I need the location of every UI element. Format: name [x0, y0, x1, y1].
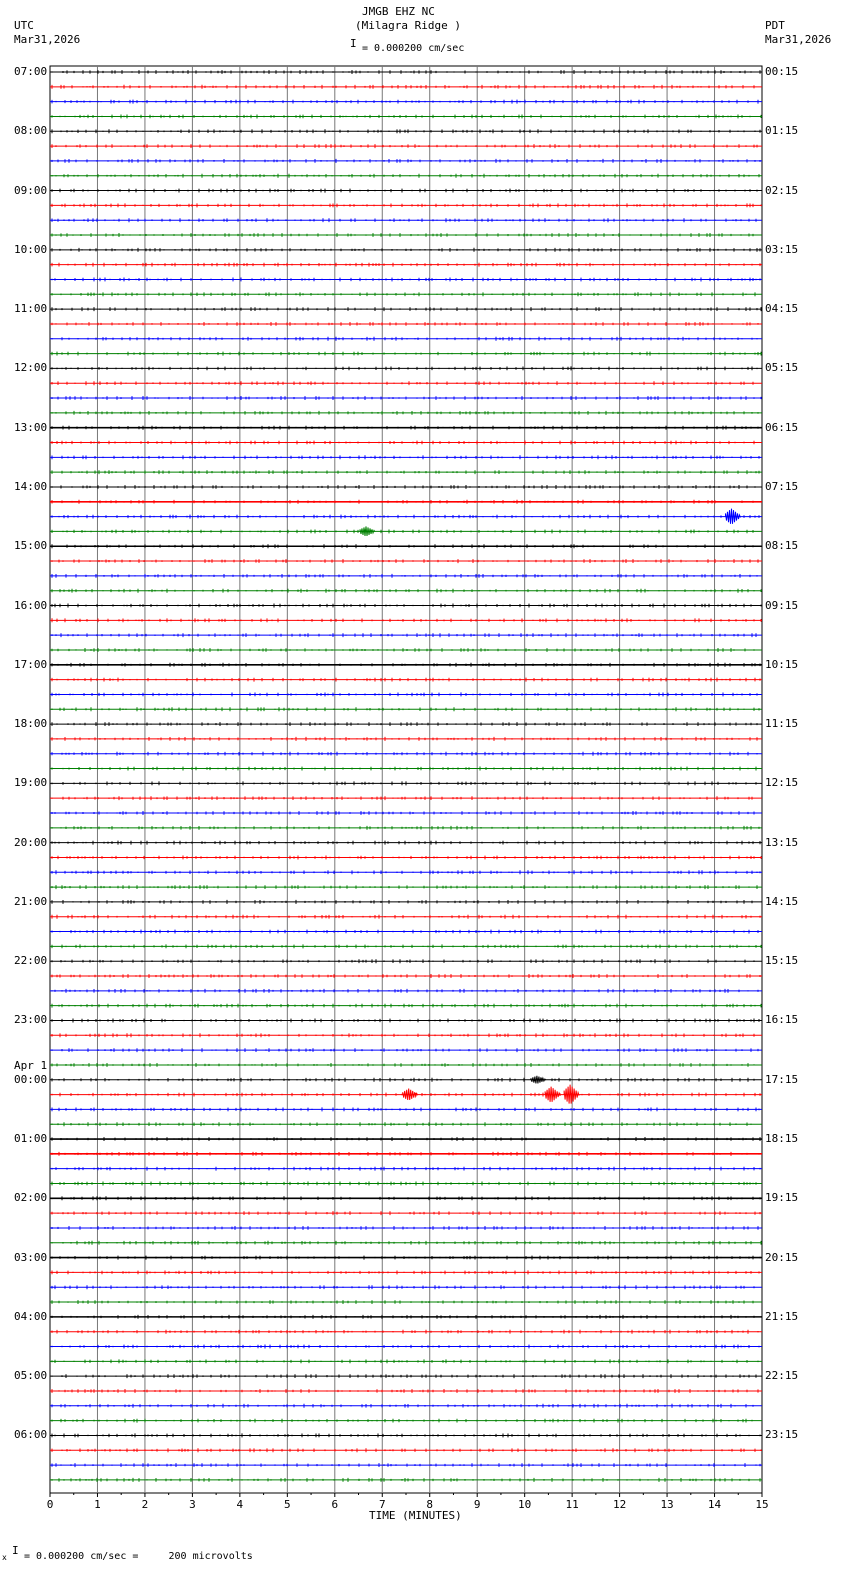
x-tick-label: 4 [236, 1498, 244, 1511]
pdt-hour-label: 10:15 [765, 657, 799, 671]
utc-hour-label: 00:00 [14, 1072, 48, 1086]
event-2 [531, 1076, 546, 1084]
event-3 [564, 1085, 579, 1104]
pdt-hour-label: 14:15 [765, 894, 799, 908]
utc-hour-label: 08:00 [14, 124, 48, 138]
utc-hour-label: 10:00 [14, 242, 48, 256]
pdt-hour-label: 04:15 [765, 302, 799, 316]
pdt-hour-label: 21:15 [765, 1309, 799, 1323]
event-1 [360, 526, 375, 536]
pdt-hour-label: 07:15 [765, 479, 799, 493]
utc-hour-label: 11:00 [14, 302, 48, 316]
utc-hour-label: 18:00 [14, 717, 48, 731]
left-date: Mar31,2026 [14, 33, 81, 46]
pdt-hour-label: 16:15 [765, 1013, 799, 1027]
utc-hour-label: 22:00 [14, 954, 48, 968]
footer-scale-note: = 0.000200 cm/sec = 200 microvolts [24, 1551, 253, 1562]
pdt-hour-label: 17:15 [765, 1072, 799, 1086]
x-tick-label: 15 [755, 1498, 769, 1511]
site-name: (Milagra Ridge ) [355, 19, 461, 32]
utc-hour-label: 20:00 [14, 835, 48, 849]
plot-frame [50, 66, 762, 1493]
utc-hour-label: 15:00 [14, 539, 48, 553]
x-tick-label: 7 [378, 1498, 386, 1511]
pdt-hour-label: 00:15 [765, 65, 799, 78]
x-tick-label: 9 [473, 1498, 481, 1511]
event-5 [403, 1089, 418, 1100]
pdt-hour-label: 15:15 [765, 954, 799, 968]
utc-hour-label: 19:00 [14, 776, 48, 790]
utc-hour-label: 14:00 [14, 479, 48, 493]
utc-hour-label: 01:00 [14, 1132, 48, 1146]
x-axis-label: TIME (MINUTES) [369, 1509, 462, 1522]
x-tick-label: 1 [94, 1498, 101, 1511]
utc-hour-label: 09:00 [14, 183, 48, 197]
pdt-hour-label: 05:15 [765, 361, 799, 375]
pdt-hour-label: 22:15 [765, 1369, 799, 1383]
footer-scale-icon: I [12, 1544, 19, 1557]
event-4 [545, 1087, 560, 1102]
pdt-hour-label: 08:15 [765, 539, 799, 553]
pdt-hour-label: 20:15 [765, 1250, 799, 1264]
x-tick-label: 0 [46, 1498, 54, 1511]
utc-hour-label: 05:00 [14, 1369, 48, 1383]
utc-hour-label: 23:00 [14, 1013, 48, 1027]
event-0 [726, 509, 741, 524]
trace-noise-22 [52, 396, 761, 400]
utc-hour-label: 02:00 [14, 1191, 48, 1205]
x-tick-label: 8 [426, 1498, 434, 1511]
x-tick-label: 14 [707, 1498, 722, 1511]
pdt-hour-label: 03:15 [765, 242, 799, 256]
utc-hour-label: 13:00 [14, 420, 48, 434]
right-timezone: PDT [765, 19, 785, 32]
pdt-hour-label: 19:15 [765, 1191, 799, 1205]
pdt-hour-label: 12:15 [765, 776, 799, 790]
utc-hour-label: 07:00 [14, 65, 48, 78]
pdt-hour-label: 23:15 [765, 1428, 799, 1442]
utc-hour-label: 16:00 [14, 598, 48, 612]
utc-hour-label: 12:00 [14, 361, 48, 375]
x-tick-label: 6 [331, 1498, 339, 1511]
scale-label: = 0.000200 cm/sec [362, 43, 465, 54]
pdt-hour-label: 09:15 [765, 598, 799, 612]
utc-hour-label: 21:00 [14, 894, 48, 908]
pdt-hour-label: 01:15 [765, 124, 799, 138]
scale-bar-icon: I [350, 37, 357, 50]
x-tick-label: 10 [518, 1498, 532, 1511]
utc-hour-label: Apr 1 [14, 1058, 48, 1072]
pdt-hour-label: 06:15 [765, 420, 799, 434]
x-tick-label: 12 [612, 1498, 627, 1511]
pdt-hour-label: 02:15 [765, 183, 799, 197]
utc-hour-label: 06:00 [14, 1428, 48, 1442]
pdt-hour-label: 18:15 [765, 1132, 799, 1146]
x-tick-label: 11 [565, 1498, 579, 1511]
x-tick-label: 13 [660, 1498, 674, 1511]
utc-hour-label: 04:00 [14, 1309, 48, 1323]
station-title: JMGB EHZ NC [362, 5, 435, 18]
footer-prefix: x [2, 1553, 7, 1562]
utc-hour-label: 17:00 [14, 657, 48, 671]
x-tick-label: 3 [189, 1498, 196, 1511]
utc-hour-label: 03:00 [14, 1250, 48, 1264]
x-tick-label: 5 [284, 1498, 291, 1511]
x-tick-label: 2 [141, 1498, 149, 1511]
pdt-hour-label: 13:15 [765, 835, 799, 849]
left-timezone: UTC [14, 19, 34, 32]
right-date: Mar31,2026 [765, 33, 832, 46]
pdt-hour-label: 11:15 [765, 717, 799, 731]
